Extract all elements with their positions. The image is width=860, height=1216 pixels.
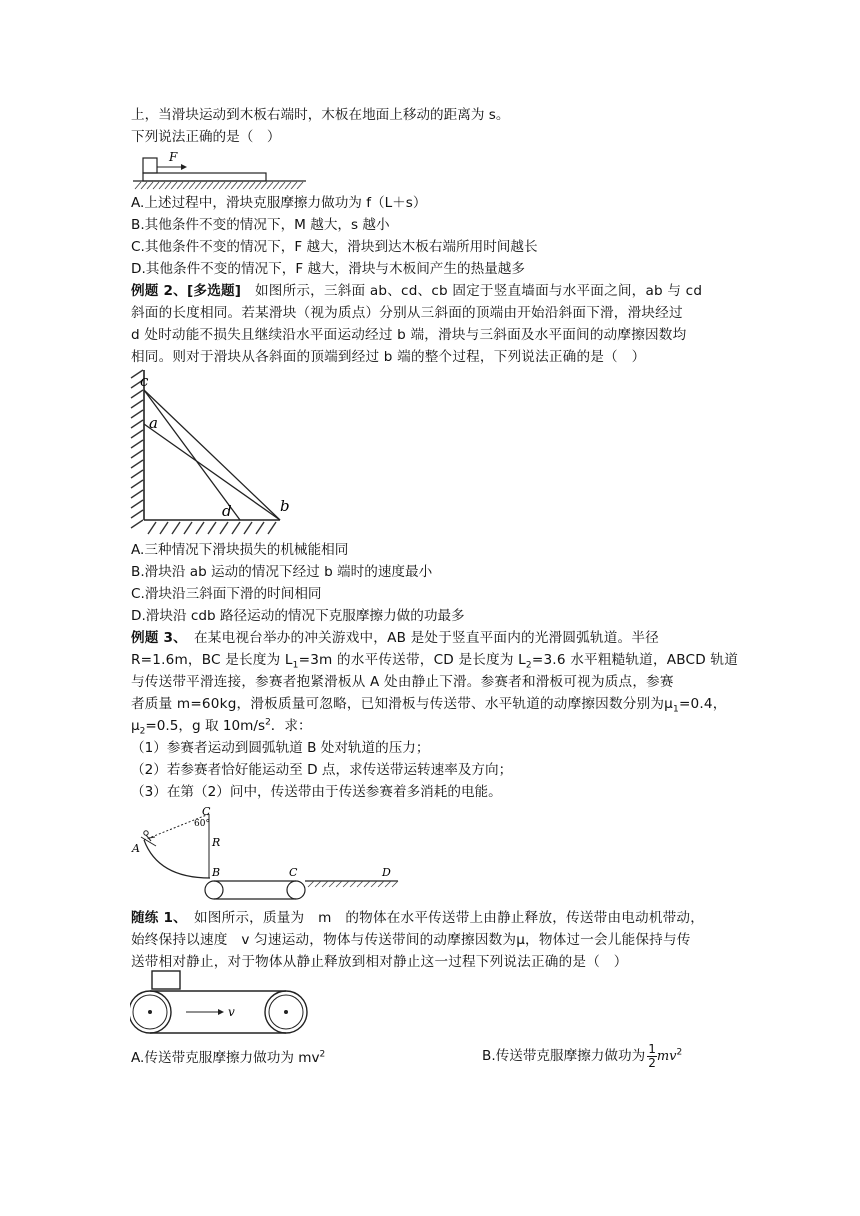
- multi-select-tag: [多选题]: [186, 283, 242, 299]
- text-segment: =0.4，: [678, 696, 727, 712]
- velocity-label: v: [228, 1005, 235, 1019]
- point-a-label: A: [132, 842, 140, 855]
- text-segment: ．求：: [270, 718, 312, 734]
- point-c-label: C: [289, 866, 298, 879]
- inclines-figure: [128, 368, 298, 538]
- text-segment: =0.5，g 取 10m/s: [145, 718, 266, 734]
- point-b-label: B: [212, 866, 221, 879]
- point-d-label: d: [222, 502, 232, 520]
- option-c: C.滑块沿三斜面下滑的时间相同: [131, 586, 322, 602]
- text-line: 相同。则对于滑块从各斜面的顶端到经过 b 端的整个过程，下列说法正确的是（ ）: [131, 349, 646, 365]
- skier-icon: [141, 831, 156, 846]
- superscript: 2: [676, 1047, 683, 1058]
- text-line: [131, 693, 731, 715]
- text-line: 斜面的长度相同。若某滑块（视为质点）分别从三斜面的顶端由开始沿斜面下滑，滑块经过: [131, 305, 683, 321]
- subscript: 2: [525, 660, 532, 671]
- radius-label: R: [212, 836, 221, 849]
- point-a-label: a: [149, 414, 158, 432]
- text-line: 与传送带平滑连接，参赛者抱紧滑板从 A 处由静止下滑。参赛者和滑板可视为质点，参赛: [131, 674, 674, 690]
- sub-question-1: （1）参赛者运动到圆弧轨道 B 处对轨道的压力；: [131, 740, 430, 756]
- sub-question-3: （3）在第（2）问中，传送带由于传送参赛着多消耗的电能。: [131, 784, 502, 800]
- text-segment: μ: [131, 718, 140, 734]
- example-3-label: 例题 3、: [131, 630, 181, 646]
- option-b: B.其他条件不变的情况下，M 越大，s 越小: [131, 217, 390, 233]
- option-a: A.三种情况下滑块损失的机械能相同: [131, 542, 349, 558]
- example-3-line-1: [131, 627, 731, 649]
- force-label: F: [169, 150, 178, 164]
- option-d: D.滑块沿 cdb 路径运动的情况下克服摩擦力做的功最多: [131, 608, 465, 624]
- text-segment: A.传送带克服摩擦力做功为 mv: [131, 1050, 320, 1066]
- text-segment: 者质量 m=60kg，滑板质量可忽略，已知滑板与传送带、水平轨道的动摩擦因数分别为μ: [131, 696, 673, 712]
- question-prompt: 下列说法正确的是（ ）: [131, 129, 281, 145]
- subscript: 2: [139, 726, 146, 737]
- subscript: 1: [673, 704, 679, 715]
- practice-1-line-1: [131, 907, 731, 929]
- conveyor-belt-figure: [130, 970, 310, 1035]
- superscript: 2: [319, 1049, 326, 1060]
- block-on-board-figure: [131, 148, 306, 190]
- option-c: C.其他条件不变的情况下，F 越大，滑块到达木板右端所用时间越长: [131, 239, 538, 255]
- text-line: 始终保持以速度 v 匀速运动，物体与传送带间的动摩擦因数为μ，物体过一会儿能保持与传: [131, 932, 691, 948]
- option-b: [482, 1041, 742, 1072]
- point-c-top-label: C: [202, 805, 211, 818]
- point-c-label: c: [140, 372, 149, 390]
- angle-label: 60°: [194, 819, 210, 829]
- practice-1-label: 随练 1、: [131, 910, 181, 926]
- superscript: 2: [265, 717, 271, 728]
- fraction: [647, 1043, 657, 1070]
- formula-term: mv: [656, 1049, 677, 1064]
- text-segment: R=1.6m，BC 是长度为 L: [131, 652, 293, 668]
- fraction-numerator: 1: [648, 1041, 656, 1056]
- example-2-label: 例题 2、: [131, 283, 187, 299]
- subscript: 1: [292, 660, 299, 671]
- text-line: d 处时动能不损失且继续沿水平面运动经过 b 端，滑块与三斜面及水平面间的动摩擦因数均: [131, 327, 687, 343]
- option-a: [131, 1047, 461, 1069]
- practice-1-text: 如图所示，质量为 m 的物体在水平传送带上由静止释放，传送带由电动机带动，: [180, 910, 704, 926]
- text-segment: B.传送带克服摩擦力做功为: [482, 1048, 646, 1064]
- sub-question-2: （2）若参赛者恰好能运动至 D 点，求传送带运转速率及方向；: [131, 762, 513, 778]
- example-3-text: 在某电视台举办的冲关游戏中，AB 是处于竖直平面内的光滑圆弧轨道。半径: [180, 630, 659, 646]
- point-d-label: D: [382, 866, 391, 879]
- option-a: A.上述过程中，滑块克服摩擦力做功为 f（L＋s）: [131, 195, 427, 211]
- text-line: [131, 715, 731, 737]
- fraction-denominator: 2: [648, 1055, 656, 1070]
- option-b: B.滑块沿 ab 运动的情况下经过 b 端时的速度最小: [131, 564, 433, 580]
- point-b-label: b: [280, 497, 290, 515]
- example-2-text: 如图所示，三斜面 ab、cd、cb 固定于竖直墙面与水平面之间，ab 与 cd: [241, 283, 703, 299]
- text-line: [131, 649, 738, 671]
- text-segment: =3m 的水平传送带，CD 是长度为 L: [298, 652, 526, 668]
- text-line: 送带相对静止，对于物体从静止释放到相对静止这一过程下列说法正确的是（ ）: [131, 954, 628, 970]
- text-line: 上，当滑块运动到木板右端时，木板在地面上移动的距离为 s。: [131, 107, 510, 123]
- option-d: D.其他条件不变的情况下，F 越大，滑块与木板间产生的热量越多: [131, 261, 525, 277]
- text-segment: =3.6 水平粗糙轨道，ABCD 轨道: [531, 652, 738, 668]
- arc-track-conveyor-figure: [128, 800, 408, 905]
- example-2-line-1: [131, 280, 731, 302]
